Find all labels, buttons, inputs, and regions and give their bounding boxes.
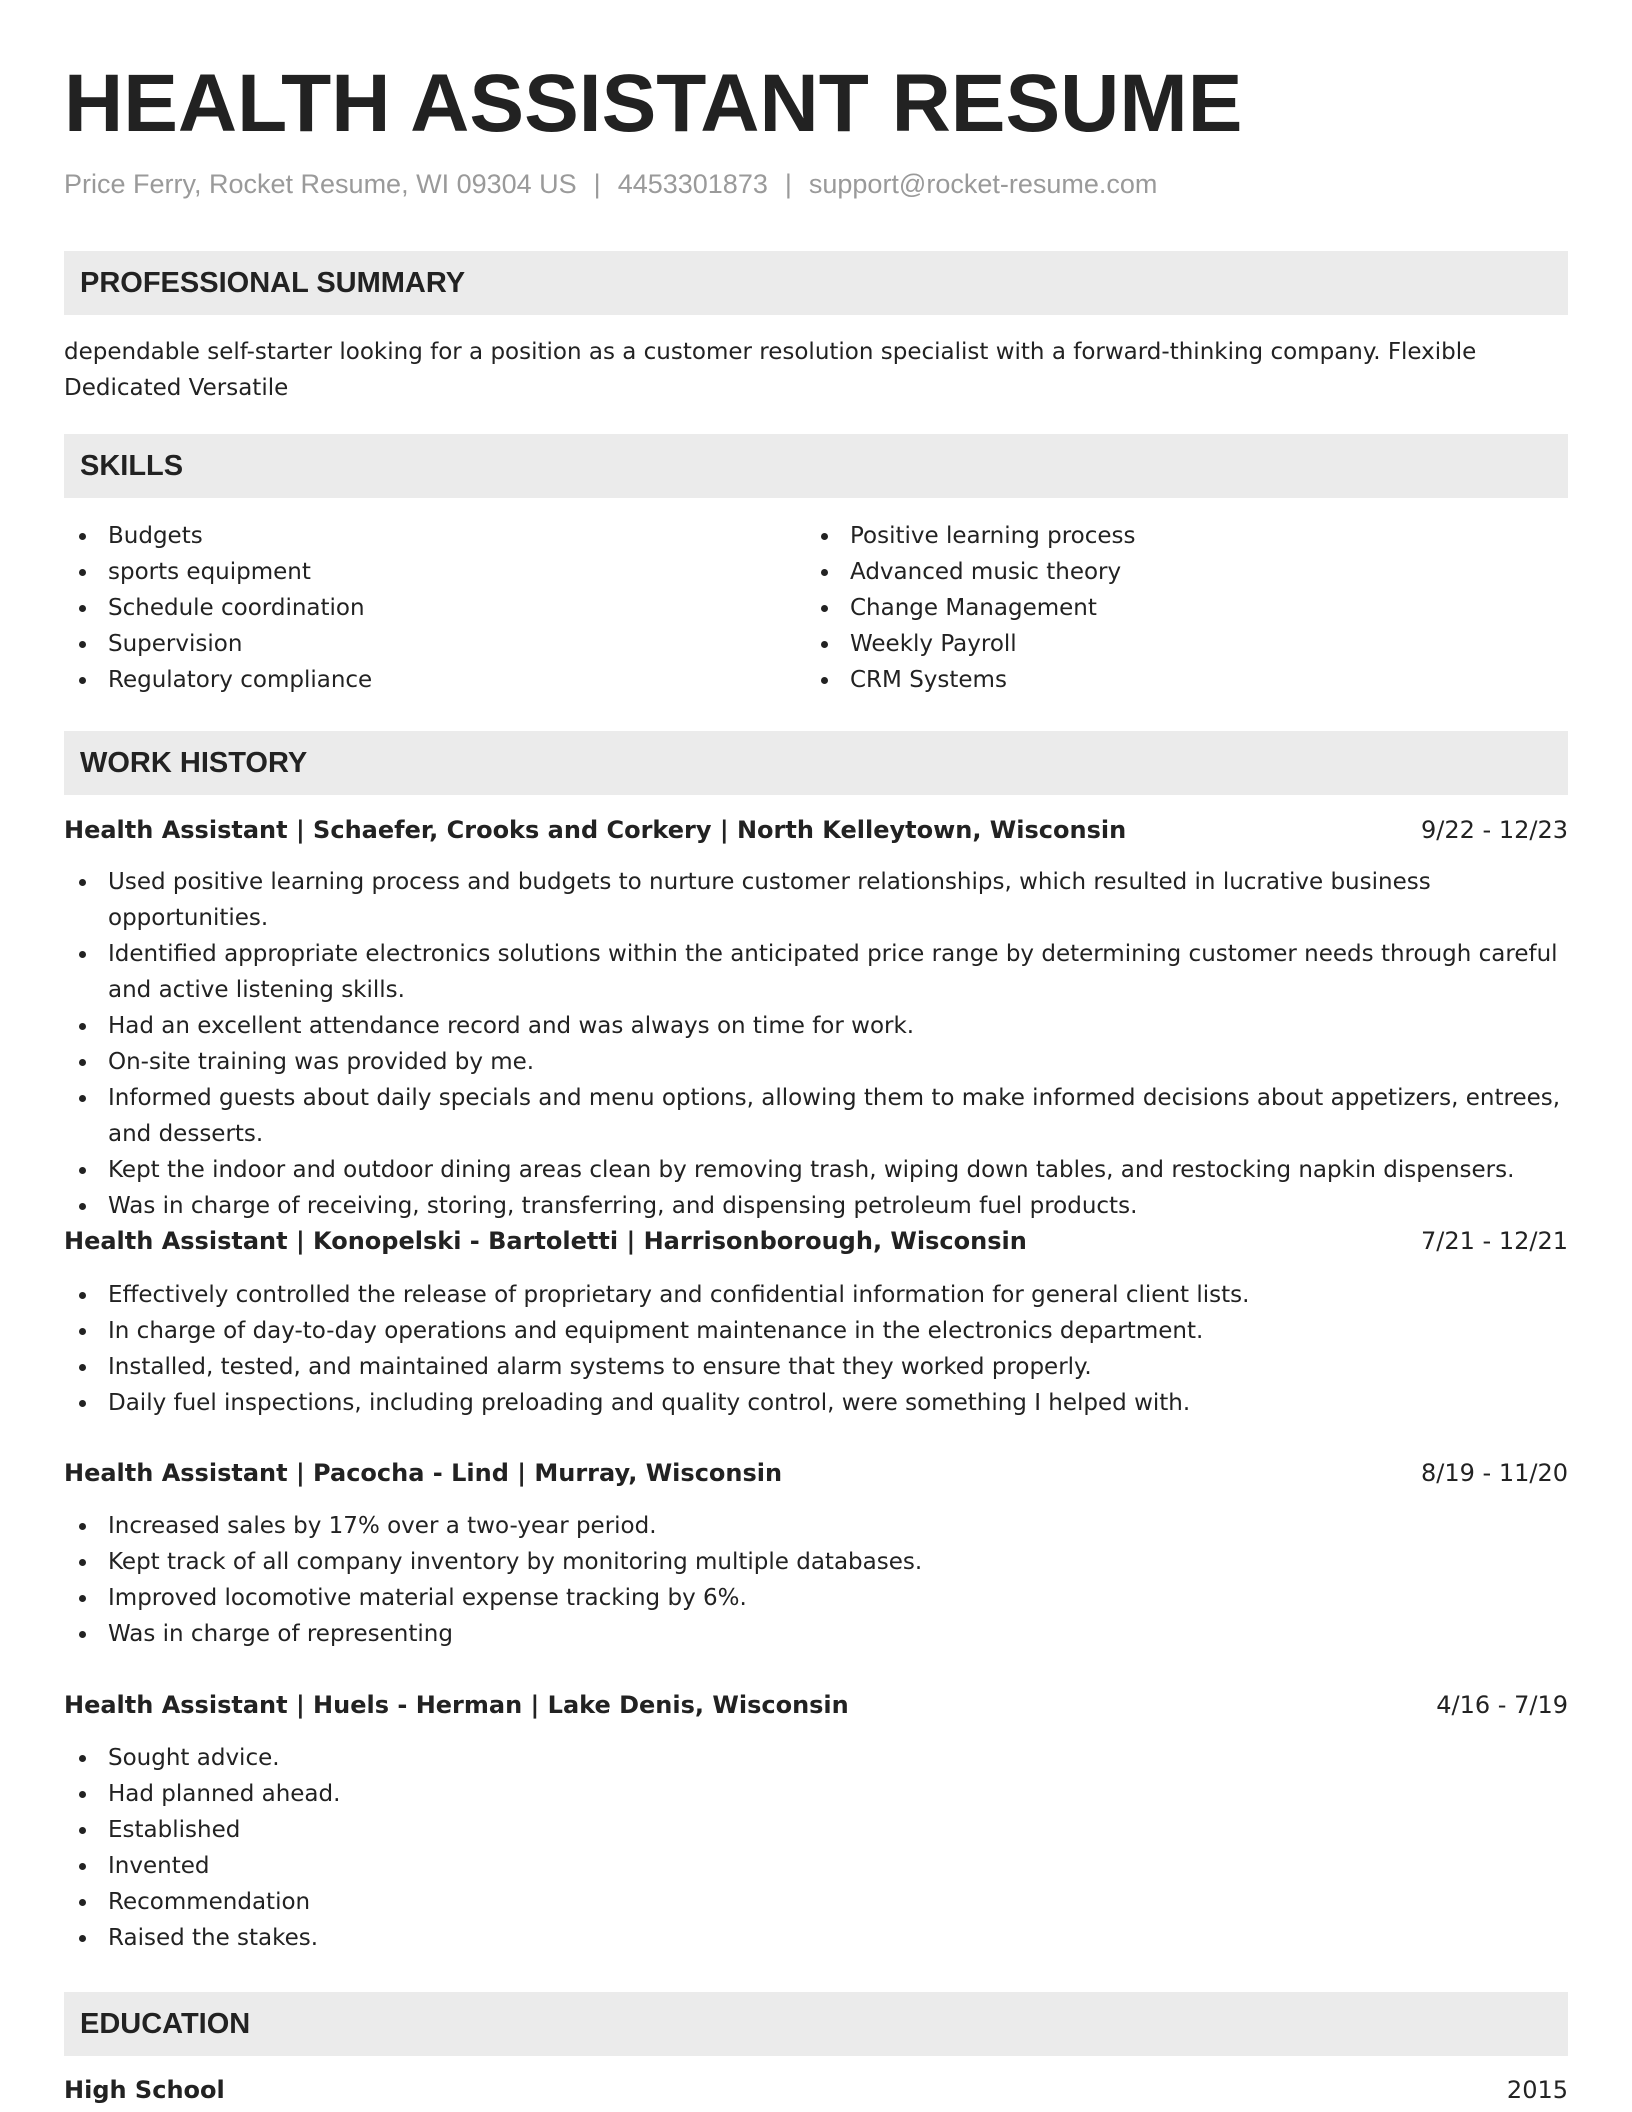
job-bullet-list: [64, 1740, 1568, 1956]
section-header-skills: [64, 434, 1568, 498]
job-header: [64, 812, 1568, 848]
skill-item: Weekly Payroll: [806, 626, 1506, 662]
job-bullet: Had an excellent attendance record and was always on time for work.: [64, 1008, 1568, 1044]
section-header-summary: [64, 251, 1568, 315]
education-year: 2015: [1506, 2076, 1568, 2104]
job-bullet: Installed, tested, and maintained alarm systems to ensure that they worked properly.: [64, 1349, 1568, 1385]
job-bullet: Invented: [64, 1848, 1568, 1884]
section-title: PROFESSIONAL SUMMARY: [80, 267, 466, 299]
job-bullet: Raised the stakes.: [64, 1920, 1568, 1956]
skill-item: Change Management: [806, 590, 1506, 626]
summary-text: dependable self-starter looking for a position as a customer resolution specialist with a forward-thinking company. Flexible Dedicated Versatile: [64, 339, 1477, 401]
section-title: WORK HISTORY: [80, 747, 308, 779]
section-header-education: [64, 1992, 1568, 2056]
job-bullet: Was in charge of receiving, storing, transferring, and dispensing petroleum fuel products.: [64, 1188, 1568, 1224]
job-bullet: On-site training was provided by me.: [64, 1044, 1568, 1080]
skill-item: sports equipment: [64, 554, 764, 590]
skill-item: Schedule coordination: [64, 590, 764, 626]
job-header: [64, 1223, 1568, 1259]
job-bullet: Kept track of all company inventory by monitoring multiple databases.: [64, 1544, 1568, 1580]
job-bullet: Established: [64, 1812, 1568, 1848]
job-title: Health Assistant | Schaefer, Crooks and Corkery | North Kelleytown, Wisconsin: [64, 816, 1127, 844]
section-title: SKILLS: [80, 450, 184, 482]
resume-title: HEALTH ASSISTANT RESUME: [64, 58, 1243, 149]
skill-item: Supervision: [64, 626, 764, 662]
job-bullet: Improved locomotive material expense tracking by 6%.: [64, 1580, 1568, 1616]
job-bullet: In charge of day-to-day operations and equipment maintenance in the electronics department.: [64, 1313, 1568, 1349]
job-bullet: Had planned ahead.: [64, 1776, 1568, 1812]
skill-item: Advanced music theory: [806, 554, 1506, 590]
contact-line: [64, 166, 1157, 202]
job-dates: 4/16 - 7/19: [1436, 1691, 1568, 1719]
job-bullet: Used positive learning process and budgets to nurture customer relationships, which resulted in lucrative business opportunities.: [64, 864, 1568, 936]
skills-list-right: [806, 518, 1506, 698]
skill-item: Positive learning process: [806, 518, 1506, 554]
job-bullet-list: [64, 864, 1568, 1224]
job-title: Health Assistant | Huels - Herman | Lake Denis, Wisconsin: [64, 1691, 849, 1719]
job-bullet: Increased sales by 17% over a two-year period.: [64, 1508, 1568, 1544]
job-bullet: Daily fuel inspections, including preloading and quality control, were something I helped with.: [64, 1385, 1568, 1421]
job-title: Health Assistant | Pacocha - Lind | Murray, Wisconsin: [64, 1459, 783, 1487]
job-dates: 7/21 - 12/21: [1421, 1227, 1568, 1255]
contact-email: support@rocket-resume.com: [808, 169, 1158, 199]
job-bullet: Recommendation: [64, 1884, 1568, 1920]
education-entry: [64, 2072, 1568, 2108]
job-header: [64, 1687, 1568, 1723]
job-bullet: Sought advice.: [64, 1740, 1568, 1776]
section-header-work-history: [64, 731, 1568, 795]
contact-phone: 4453301873: [617, 169, 768, 199]
skill-item: Regulatory compliance: [64, 662, 764, 698]
job-bullet-list: [64, 1277, 1568, 1421]
job-dates: 8/19 - 11/20: [1421, 1459, 1568, 1487]
job-bullet: Kept the indoor and outdoor dining areas clean by removing trash, wiping down tables, and restocking napkin dispensers.: [64, 1152, 1568, 1188]
job-header: [64, 1455, 1568, 1491]
section-title: EDUCATION: [80, 2008, 251, 2040]
job-bullet: Effectively controlled the release of proprietary and confidential information for general client lists.: [64, 1277, 1568, 1313]
job-bullet: Was in charge of representing: [64, 1616, 1568, 1652]
job-title: Health Assistant | Konopelski - Bartoletti | Harrisonborough, Wisconsin: [64, 1227, 1027, 1255]
job-bullet-list: [64, 1508, 1568, 1652]
job-dates: 9/22 - 12/23: [1421, 816, 1568, 844]
job-bullet: Identified appropriate electronics solutions within the anticipated price range by determining customer needs through careful and active listening skills.: [64, 936, 1568, 1008]
skill-item: Budgets: [64, 518, 764, 554]
education-degree: High School: [64, 2076, 225, 2104]
contact-address: Price Ferry, Rocket Resume, WI 09304 US: [64, 169, 577, 199]
job-bullet: Informed guests about daily specials and menu options, allowing them to make informed decisions about appetizers, entrees, and desserts.: [64, 1080, 1568, 1152]
contact-separator: |: [784, 169, 792, 199]
skills-list-left: [64, 518, 764, 698]
skill-item: CRM Systems: [806, 662, 1506, 698]
contact-separator: |: [593, 169, 601, 199]
